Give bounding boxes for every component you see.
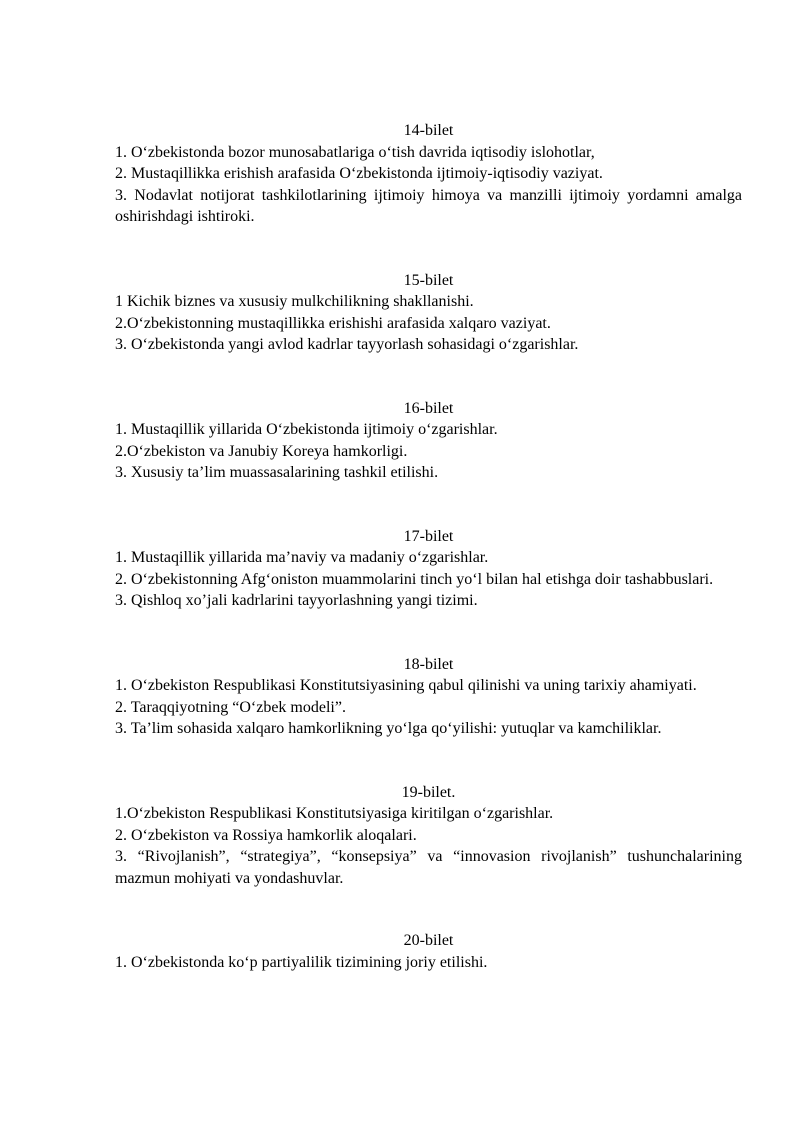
spacer bbox=[115, 484, 742, 526]
question-item: 1.O‘zbekiston Respublikasi Konstitutsiyasiga kiritilgan o‘zgarishlar. bbox=[115, 805, 554, 822]
question-item: 1. O‘zbekiston Respublikasi Konstitutsiyasining qabul qilinishi va uning tarixiy ahamiyati. bbox=[115, 677, 697, 694]
question-item: 2. O‘zbekistonning Afg‘oniston muammolarini tinch yo‘l bilan hal etishga doir tashabbuslari. bbox=[115, 570, 714, 588]
bilet-14 bbox=[115, 120, 742, 228]
question-item: 1. O‘zbekistonda bozor munosabatlariga o‘tish davrida iqtisodiy islohotlar, bbox=[115, 143, 595, 161]
question-item: 3. Qishloq xo’jali kadrlarini tayyorlashning yangi tizimi. bbox=[115, 592, 478, 609]
question-item: 3. O‘zbekistonda yangi avlod kadrlar tayyorlash sohasidagi o‘zgarishlar. bbox=[115, 336, 579, 353]
question-item: 2. O‘zbekiston va Rossiya hamkorlik aloqalari. bbox=[115, 826, 417, 844]
question-item: 2. Taraqqiyotning “O‘zbek modeli”. bbox=[115, 698, 346, 716]
bilet-title: 15-bilet bbox=[403, 271, 454, 289]
bilet-title: 19-bilet. bbox=[401, 783, 456, 801]
question-item: 3. Nodavlat notijorat tashkilotlarining ijtimoiy himoya va manzilli ijtimoiy yordamni amalga oshirishdagi ishtiroki. bbox=[115, 186, 742, 225]
spacer bbox=[115, 612, 742, 654]
bilet-title: 20-bilet bbox=[403, 932, 454, 949]
spacer bbox=[115, 889, 742, 930]
bilet-20 bbox=[115, 930, 742, 973]
question-item: 3. Ta’lim sohasida xalqaro hamkorlikning yo‘lga qo‘yilishi: yutuqlar va kamchiliklar. bbox=[115, 720, 662, 737]
question-item: 1. Mustaqillik yillarida ma’naviy va madaniy o‘zgarishlar. bbox=[115, 549, 489, 566]
bilet-19 bbox=[115, 782, 742, 890]
bilet-17 bbox=[115, 526, 742, 612]
question-item: 2. Mustaqillikka erishish arafasida O‘zbekistonda ijtimoiy-iqtisodiy vaziyat. bbox=[115, 165, 603, 182]
document-page bbox=[115, 120, 742, 973]
question-item: 3. Xususiy ta’lim muassasalarining tashkil etilishi. bbox=[115, 464, 439, 481]
question-item: 2.O‘zbekiston va Janubiy Koreya hamkorligi. bbox=[115, 442, 408, 460]
bilet-title: 16-bilet bbox=[403, 399, 454, 417]
spacer bbox=[115, 740, 742, 782]
bilet-15 bbox=[115, 270, 742, 356]
bilet-title: 18-bilet bbox=[403, 655, 454, 673]
bilet-16 bbox=[115, 398, 742, 484]
spacer bbox=[115, 356, 742, 398]
bilet-title: 14-bilet bbox=[403, 122, 454, 139]
spacer bbox=[115, 228, 742, 270]
question-item: 3. “Rivojlanish”, “strategiya”, “konsepsiya” va “innovasion rivojlanish” tushunchalarining mazmun mohiyati va yondashuvlar. bbox=[115, 848, 742, 887]
question-item: 1 Kichik biznes va xususiy mulkchilikning shakllanishi. bbox=[115, 293, 474, 310]
bilet-title: 17-bilet bbox=[403, 527, 454, 545]
question-item: 2.O‘zbekistonning mustaqillikka erishishi arafasida xalqaro vaziyat. bbox=[115, 314, 551, 332]
question-item: 1. O‘zbekistonda ko‘p partiyalilik tizimining joriy etilishi. bbox=[115, 953, 488, 971]
question-item: 1. Mustaqillik yillarida O‘zbekistonda ijtimoiy o‘zgarishlar. bbox=[115, 421, 498, 438]
bilet-18 bbox=[115, 654, 742, 740]
